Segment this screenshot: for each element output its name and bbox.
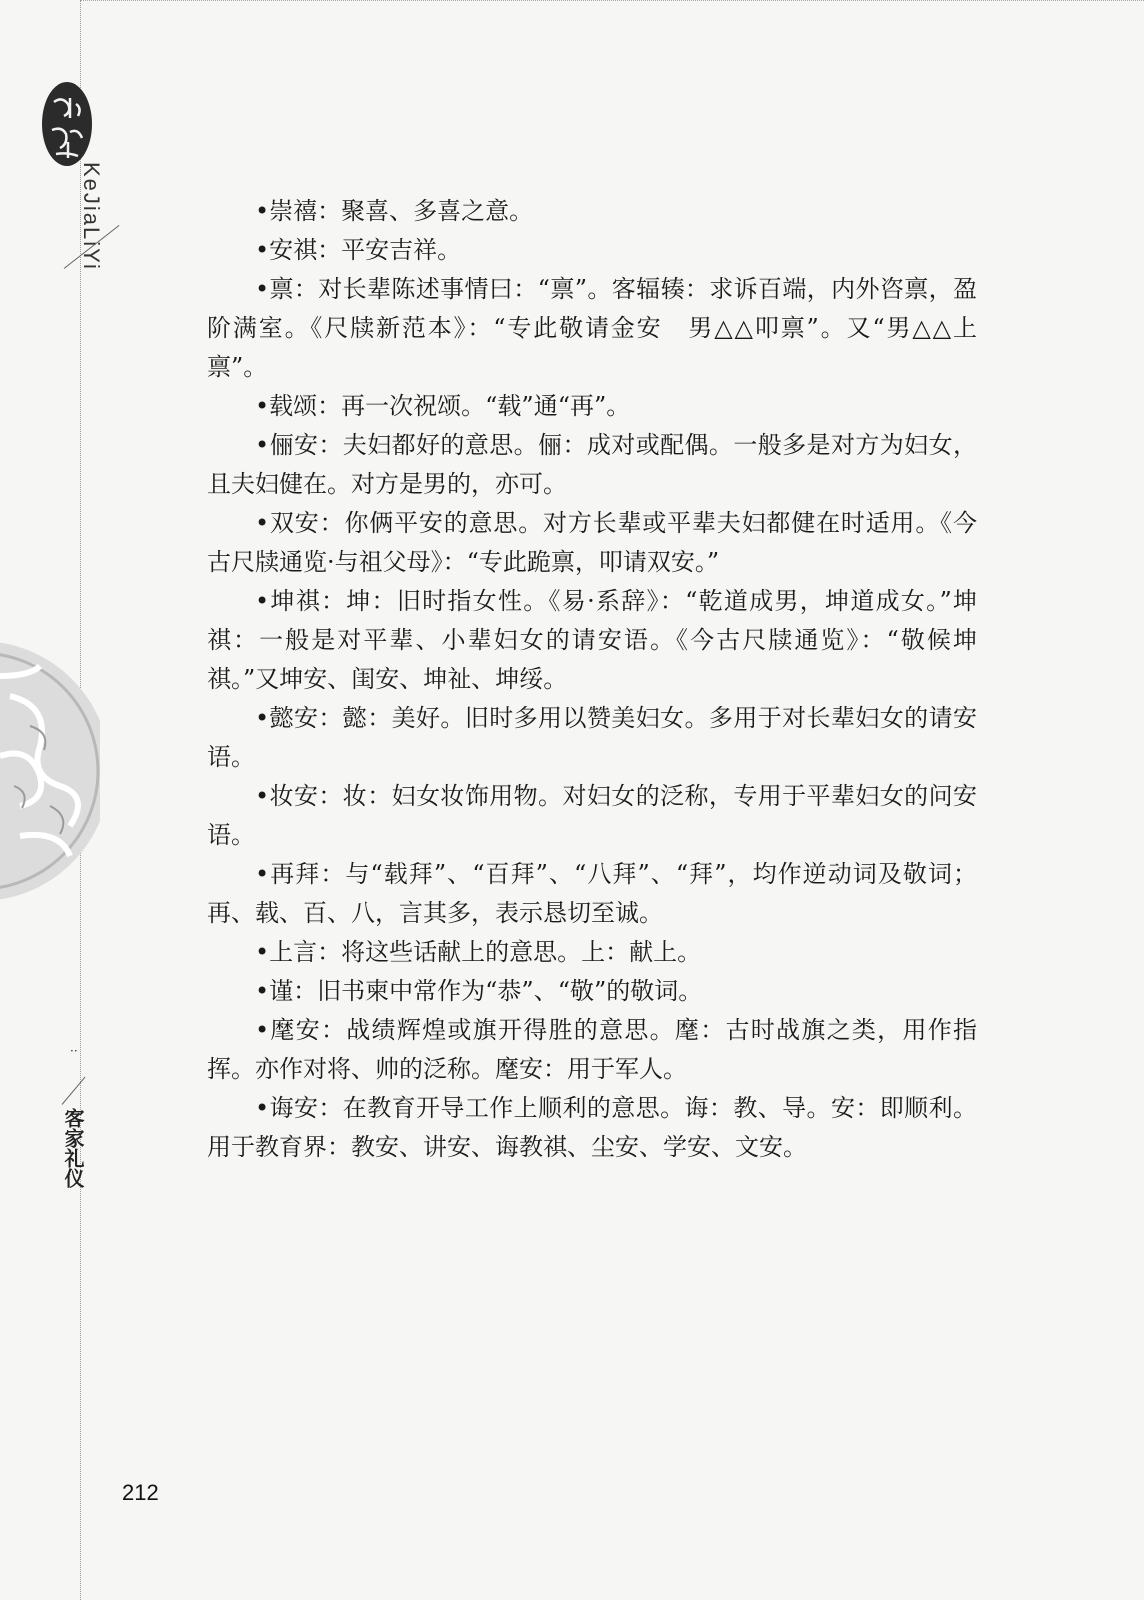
entry-jin: •谨：旧书柬中常作为“恭”、“敬”的敬词。 bbox=[255, 977, 703, 1005]
entry-shuangan: •双安：你俩平安的意思。对方长辈或平辈夫妇都健在时适用。《今古尺牍通览·与祖父母》：“专此跪禀，叩请双安。” bbox=[207, 509, 977, 576]
entry-kunqi: •坤祺：坤：旧时指女性。《易·系辞》：“乾道成男，坤道成女。”坤祺：一般是对平辈、小辈妇女的请安语。《今古尺牍通览》：“敬候坤祺。”又坤安、闺安、坤祉、坤绥。 bbox=[207, 587, 977, 693]
entry-zaisong: •载颂：再一次祝颂。“载”通“再”。 bbox=[255, 392, 631, 420]
entry-zhuangan: •妆安：妆：妇女妆饰用物。对妇女的泛称，专用于平辈妇女的问安语。 bbox=[207, 782, 977, 849]
seal-logo bbox=[40, 80, 94, 168]
entry-chongxi: •崇禧：聚喜、多喜之意。 bbox=[255, 197, 534, 225]
page-number: 212 bbox=[122, 1480, 159, 1505]
entry-shangyan: •上言：将这些话献上的意思。上：献上。 bbox=[255, 938, 702, 966]
entry-huian-education: •诲安：在教育开导工作上顺利的意思。诲：教、导。安：即顺利。用于教育界：教安、讲安、诲教祺、尘安、学安、文安。 bbox=[207, 1094, 977, 1161]
running-head: KeJiaLiYi bbox=[79, 162, 104, 271]
entry-lian: •俪安：夫妇都好的意思。俪：成对或配偶。一般多是对方为妇女，且夫妇健在。对方是男的，亦可。 bbox=[207, 431, 977, 498]
entry-anqi: •安祺：平安吉祥。 bbox=[255, 236, 462, 264]
entry-yian: •懿安：懿：美好。旧时多用以赞美妇女。多用于对长辈妇女的请安语。 bbox=[207, 704, 977, 771]
decorative-medallion bbox=[0, 636, 100, 906]
entry-huian-military: •麾安：战绩辉煌或旗开得胜的意思。麾：古时战旗之类，用作指挥。亦作对将、帅的泛称。麾安：用于军人。 bbox=[207, 1016, 977, 1083]
top-border bbox=[80, 0, 1144, 1]
entry-zaibai: •再拜：与“载拜”、“百拜”、“八拜”、“拜”，均作逆动词及敬词；再、载、百、八，言其多，表示恳切至诚。 bbox=[207, 860, 977, 927]
book-title: 客家礼仪 bbox=[61, 1108, 85, 1188]
side-mark: ·· bbox=[70, 1044, 78, 1058]
divider-slash-lower bbox=[62, 1077, 86, 1105]
main-text bbox=[207, 192, 977, 1167]
entry-bing: •禀：对长辈陈述事情曰：“禀”。客辐辏：求诉百端，内外咨禀，盈阶满室。《尺牍新范本》：“专此敬请金安 男△△叩禀”。又“男△△上禀”。 bbox=[207, 275, 977, 381]
